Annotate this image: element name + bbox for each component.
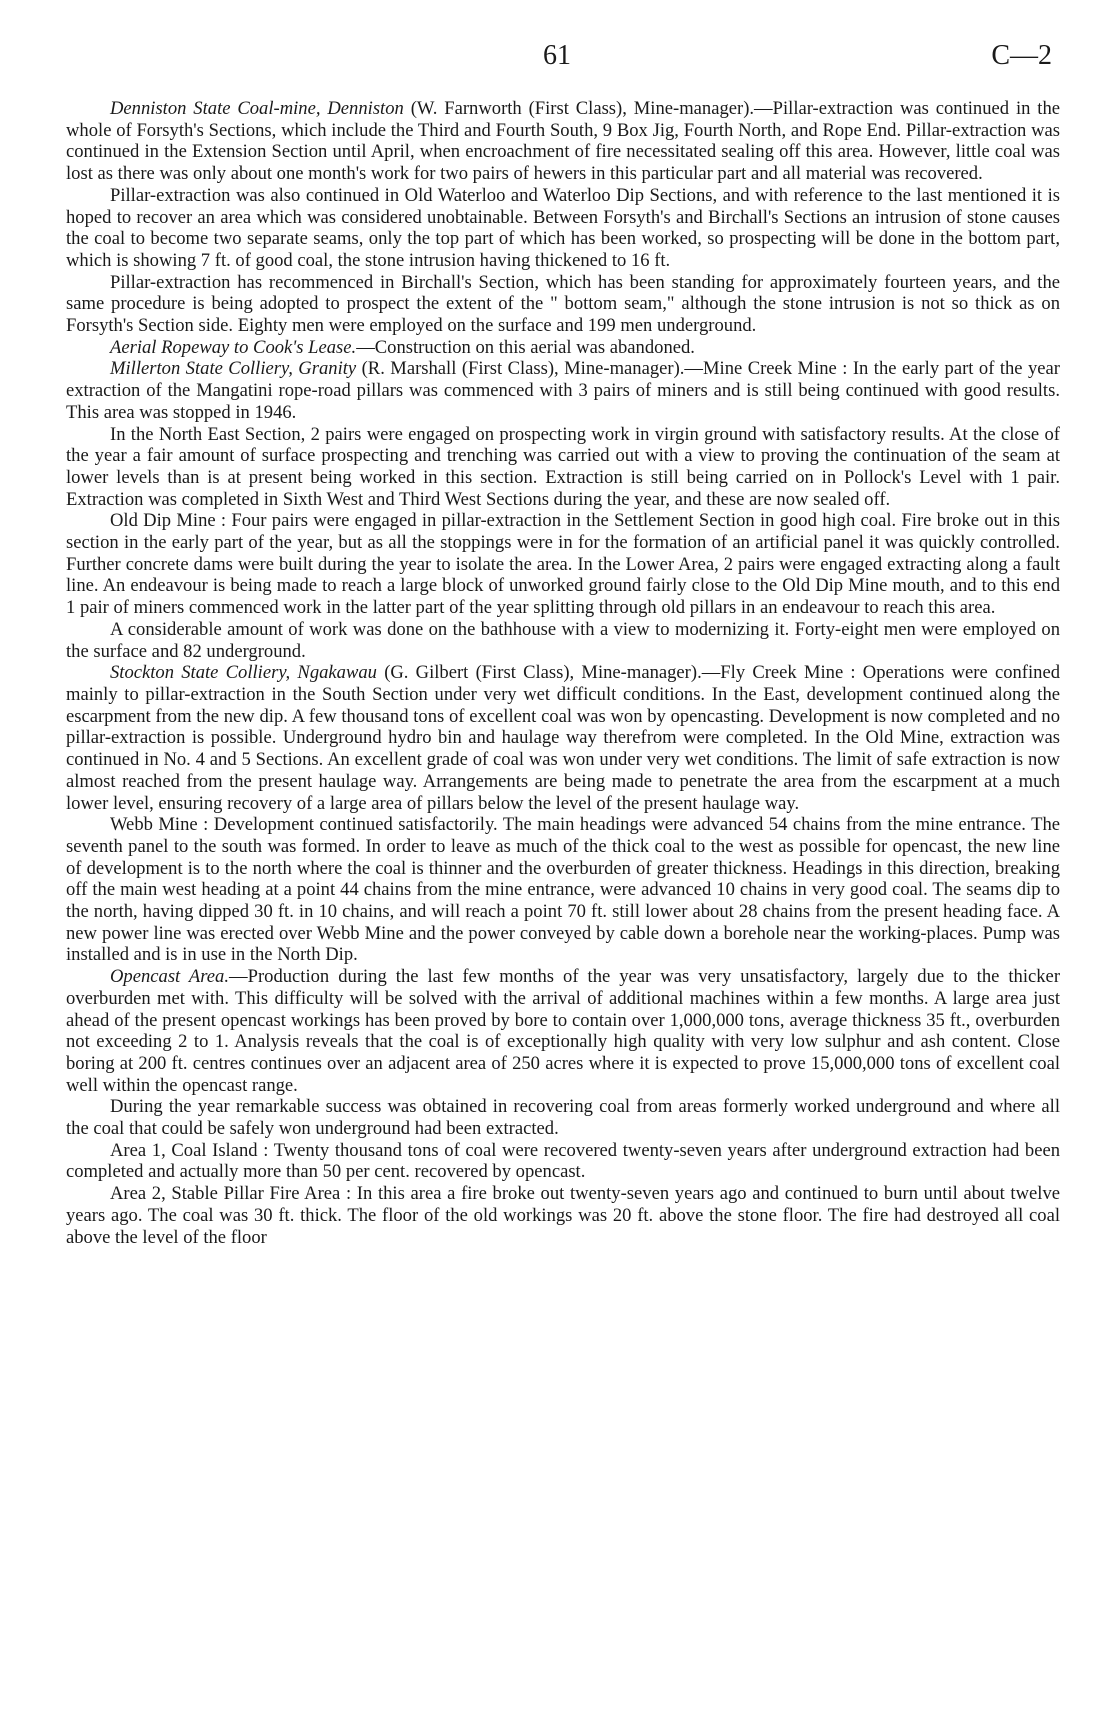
paragraph-text: (R. Marshall (First Class), Mine-manager).—Mine Creek Mine : In the early part of the year extraction of the Mangatini rope-road pillars was commenced with 3 pairs of miners and is still being continued with good results. This area was stopped in 1946. bbox=[66, 358, 1060, 423]
section-code: C—2 bbox=[991, 40, 1052, 71]
paragraph-heading: Aerial Ropeway to Cook's Lease. bbox=[110, 336, 357, 358]
paragraph-text: Pillar-extraction was also continued in Old Waterloo and Waterloo Dip Sections, and with reference to the last mentioned it is hoped to recover an area which was considered unobtainable. Between Forsyth's and Birchall's Sections an intrusion of stone causes the coal to become two separate seams, only the top part of which has been worked, so prospecting will be done in the bottom part, which is showing 7 ft. of good coal, the stone intrusion having thickened to 16 ft. bbox=[66, 184, 1060, 271]
paragraph bbox=[66, 619, 1060, 662]
paragraph bbox=[66, 272, 1060, 337]
paragraph-text: Old Dip Mine : Four pairs were engaged in pillar-extraction in the Settlement Section in good high coal. Fire broke out in this section in the early part of the year, but as all the stoppings were in for the formation of an artificial panel it was quickly controlled. Further concrete dams were built during the year to isolate the area. In the Lower Area, 2 pairs were engaged extracting along a fault line. An endeavour is being made to reach a large block of unworked ground fairly close to the Old Dip Mine mouth, and to this end 1 pair of miners commenced work in the latter part of the year splitting through old pillars in an endeavour to reach this area. bbox=[66, 510, 1060, 619]
paragraph bbox=[66, 358, 1060, 423]
paragraph-heading: Denniston State Coal-mine, Denniston bbox=[110, 98, 404, 119]
paragraph-heading: Millerton State Colliery, Granity bbox=[110, 358, 357, 380]
paragraph bbox=[66, 185, 1060, 272]
page-header bbox=[0, 40, 1114, 80]
paragraph bbox=[66, 424, 1060, 511]
page-number: 61 bbox=[543, 40, 571, 71]
paragraph-text: Area 1, Coal Island : Twenty thousand tons of coal were recovered twenty-seven years after underground extraction had been completed and actually more than 50 per cent. recovered by opencast. bbox=[66, 1139, 1060, 1183]
paragraph-heading: Stockton State Colliery, Ngakawau bbox=[110, 662, 377, 684]
paragraph-text: A considerable amount of work was done on the bathhouse with a view to modernizing it. Forty-eight men were employed on the surface and 82 underground. bbox=[66, 618, 1060, 662]
paragraph bbox=[66, 1140, 1060, 1183]
paragraph bbox=[66, 814, 1060, 966]
paragraph-text: (W. Farnworth (First Class), Mine-manager).—Pillar-extraction was continued in the whole of Forsyth's Sections, which include the Third and Fourth South, 9 Box Jig, Fourth North, and Rope End. Pillar-extraction was continued in the Extension Section until April, when encroachment of fire necessitated sealing off this area. However, little coal was lost as there was only about one month's work for two pairs of hewers in this particular part and all material was recovered. bbox=[66, 98, 1060, 185]
paragraph bbox=[66, 966, 1060, 1096]
paragraph-text: Area 2, Stable Pillar Fire Area : In this area a fire broke out twenty-seven years ago and continued to burn until about twelve years ago. The coal was 30 ft. thick. The floor of the old workings was 20 ft. above the stone floor. The fire had destroyed all coal above the level of the floor bbox=[66, 1183, 1060, 1248]
paragraph bbox=[66, 98, 1060, 185]
paragraph bbox=[66, 1183, 1060, 1248]
body-text bbox=[66, 98, 1060, 1248]
paragraph bbox=[66, 337, 1060, 359]
paragraph bbox=[66, 1096, 1060, 1139]
paragraph-text: During the year remarkable success was obtained in recovering coal from areas formerly worked underground and where all the coal that could be safely won underground had been extracted. bbox=[66, 1096, 1060, 1140]
paragraph-text: Pillar-extraction has recommenced in Birchall's Section, which has been standing for approximately fourteen years, and the same procedure is being adopted to prospect the extent of the " bottom seam," although the stone intrusion is not so thick as on Forsyth's Section side. Eighty men were employed on the surface and 199 men underground. bbox=[66, 271, 1060, 337]
paragraph-text: —Production during the last few months of the year was very unsatisfactory, largely due to the thicker overburden met with. This difficulty will be solved with the arrival of additional machines within a few months. A large area just ahead of the present opencast workings has been proved by bore to contain over 1,000,000 tons, average thickness 35 ft., overburden not exceeding 2 to 1. Analysis reveals that the coal is of exceptionally high quality with very low sulphur and ash content. Close boring at 200 ft. centres continues over an adjacent area of 250 acres where it is expected to prove 15,000,000 tons of excellent coal well within the opencast range. bbox=[66, 966, 1061, 1096]
paragraph bbox=[66, 510, 1060, 619]
paragraph bbox=[66, 662, 1060, 814]
paragraph-text: In the North East Section, 2 pairs were engaged on prospecting work in virgin ground with satisfactory results. At the close of the year a fair amount of surface prospecting and trenching was carried out with a view to proving the continuation of the seam at lower levels than is at present being worked in this section. Extraction is still being carried on in Pollock's Level with 1 pair. Extraction was completed in Sixth West and Third West Sections during the year, and these are now sealed off. bbox=[66, 423, 1060, 510]
paragraph-heading: Opencast Area. bbox=[110, 966, 230, 988]
paragraph-text: (G. Gilbert (First Class), Mine-manager).—Fly Creek Mine : Operations were confined mainly to pillar-extraction in the South Section under very wet difficult conditions. In the East, development continued along the escarpment from the new dip. A few thousand tons of excellent coal was won by opencasting. Development is now completed and no pillar-extraction is possible. Underground hydro bin and haulage way therefrom were completed. In the Old Mine, extraction was continued in No. 4 and 5 Sections. An excellent grade of coal was won under very wet conditions. The limit of safe extraction is now almost reached from the present haulage way. Arrangements are being made to penetrate the area from the escarpment at a much lower level, ensuring recovery of a large area of pillars below the level of the present haulage way. bbox=[66, 662, 1061, 814]
paragraph-text: Webb Mine : Development continued satisfactorily. The main headings were advanced 54 chains from the mine entrance. The seventh panel to the south was formed. In order to leave as much of the thick coal to the west as possible for opencast, the new line of development is to the north where the coal is thinner and the overburden of greater thickness. Headings in this direction, breaking off the main west heading at a point 44 chains from the mine entrance, were advanced 10 chains in very good coal. The seams dip to the north, having dipped 30 ft. in 10 chains, and will reach a point 70 ft. still lower about 28 chains from the present heading face. A new power line was erected over Webb Mine and the power conveyed by cable down a borehole near the working-places. Pump was installed and is in use in the North Dip. bbox=[66, 814, 1060, 966]
paragraph-text: —Construction on this aerial was abandoned. bbox=[356, 336, 695, 358]
